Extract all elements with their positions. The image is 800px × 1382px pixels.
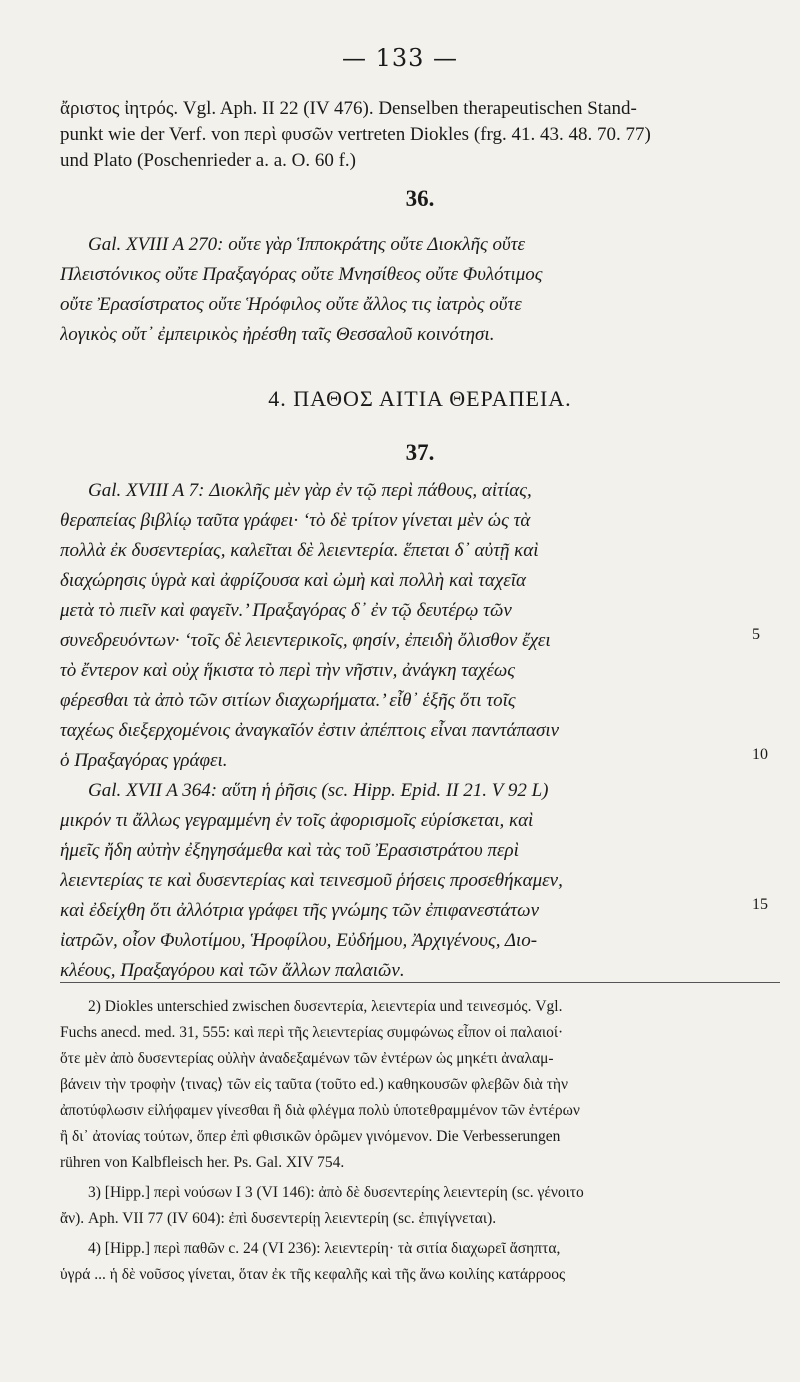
section-number: 37. [405,440,435,465]
section-heading: 4. ΠΑΘΟΣ ΑΙΤΙΑ ΘΕΡΑΠΕΙΑ. [268,386,572,411]
footnote-line: 4) [Hipp.] περὶ παθῶν c. 24 (VI 236): λειεντερίη· τὰ σιτία διαχωρεῖ ἄσηπτα, [88,1240,561,1257]
text-line: οὔτε Ἐρασίστρατος οὔτε Ἡρόφιλος οὔτε ἄλλος τις ἰατρὸς οὔτε [60,294,522,315]
text-line: punkt wie der Verf. von περὶ φυσῶν vertreten Diokles (frg. 41. 43. 48. 70. 77) [60,124,651,145]
text-line: ταχέως διεξερχομένοις ἀναγκαῖόν ἐστιν ἀπέπτοις εἶναι παντάπασιν [60,720,560,741]
footnote-line: 2) Diokles unterschied zwischen δυσεντερία, λειεντερία und τεινεσμός. Vgl. [88,998,563,1015]
text-line: Gal. XVIII A 270: οὔτε γὰρ Ἱπποκράτης οὔτε Διοκλῆς οὔτε [88,234,525,255]
text-line: μετὰ τὸ πιεῖν καὶ φαγεῖν.’ Πραξαγόρας δ᾽ ἐν τῷ δευτέρῳ τῶν [60,600,512,621]
text-line: ἰατρῶν, οἷον Φυλοτίμου, Ἡροφίλου, Εὐδήμου, Ἀρχιγένους, Διο- [60,930,538,951]
footnote-rule [60,982,780,983]
text-line: und Plato (Poschenrieder a. a. O. 60 f.) [60,150,357,171]
text-line: πολλὰ ἐκ δυσεντερίας, καλεῖται δὲ λειεντερία. ἕπεται δ᾽ αὐτῇ καὶ [60,540,539,561]
text-line: θεραπείας βιβλίῳ ταῦτα γράφει· ‘τὸ δὲ τρίτον γίνεται μὲν ὡς τὰ [60,510,531,531]
footnote-line: rühren von Kalbfleisch her. Ps. Gal. XIV 754. [60,1154,345,1171]
margin-line-number: 5 [752,626,760,643]
text-line: ὁ Πραξαγόρας γράφει. [60,750,228,771]
text-line: συνεδρευόντων· ‘τοῖς δὲ λειεντερικοῖς, φησίν, ἐπειδὴ ὄλισθον ἔχει [60,630,551,651]
margin-line-number: 15 [752,896,768,913]
footnote-line: βάνειν τὴν τροφὴν ⟨τινας⟩ τῶν εἰς ταῦτα (τοῦτο ed.) καθηκουσῶν φλεβῶν διὰ τὴν [60,1076,568,1093]
footnote-line: ἢ δι᾽ ἀτονίας τούτων, ὅπερ ἐπὶ φθισικῶν ὁρῶμεν γινόμενον. Die Verbesserungen [60,1128,561,1145]
text-line: λειεντερίας τε καὶ δυσεντερίας καὶ τεινεσμοῦ ῥήσεις προσεθήκαμεν, [60,870,563,891]
text-line: ἄριστος ἰητρός. Vgl. Aph. II 22 (IV 476). Denselben therapeutischen Stand- [60,98,637,119]
footnote-line: ἀποτύφλωσιν εἰλήφαμεν γίνεσθαι ἢ διὰ φλέγμα πολὺ ὑποτεθραμμένον τῶν ἐντέρων [60,1102,580,1119]
text-line: διαχώρησις ὑγρὰ καὶ ἀφρίζουσα καὶ ὠμὴ καὶ πολλὴ καὶ ταχεῖα [60,570,526,591]
text-line: Gal. XVII A 364: αὕτη ἡ ῥῆσις (sc. Hipp. Epid. II 21. V 92 L) [88,780,549,801]
page-number: — 133 — [341,44,459,72]
text-line: λογικὸς οὔτ᾽ ἐμπειρικὸς ἠρέσθη ταῖς Θεσσαλοῦ κοινότησι. [60,324,495,345]
section-number: 36. [405,186,435,211]
footnote-line: Fuchs anecd. med. 31, 555: καὶ περὶ τῆς λειεντερίας συμφώνως εἶπον οἱ παλαιοί· [60,1024,564,1041]
margin-line-number: 10 [752,746,768,763]
footnote-line: 3) [Hipp.] περὶ νούσων I 3 (VI 146): ἀπὸ δὲ δυσεντερίης λειεντερίη (sc. γένοιτο [88,1184,584,1201]
text-line: τὸ ἔντερον καὶ οὐχ ἥκιστα τὸ περὶ τὴν νῆστιν, ἀνάγκη ταχέως [60,660,515,681]
footnote-line: ὑγρά ... ἡ δὲ νοῦσος γίνεται, ὅταν ἐκ τῆς κεφαλῆς καὶ τῆς ἄνω κοιλίης κατάρροος [60,1266,566,1283]
text-line: καὶ ἐδείχθη ὅτι ἀλλότρια γράφει τῆς γνώμης τῶν ἐπιφανεστάτων [60,900,540,921]
footnote-line: ὅτε μὲν ἀπὸ δυσεντερίας οὐλὴν ἀναδεξαμένων τῶν ἐντέρων ὡς μηκέτι ἀναλαμ- [60,1050,554,1067]
text-line: φέρεσθαι τὰ ἀπὸ τῶν σιτίων διαχωρήματα.’ εἶθ᾽ ἑξῆς ὅτι τοῖς [60,690,516,711]
footnote-line: ἄν). Aph. VII 77 (IV 604): ἐπὶ δυσεντερίῃ λειεντερίη (sc. ἐπιγίγνεται). [60,1210,497,1227]
text-line: ἡμεῖς ἤδη αὐτὴν ἐξηγησάμεθα καὶ τὰς τοῦ Ἐρασιστράτου περὶ [60,840,519,861]
text-line: Gal. XVIII A 7: Διοκλῆς μὲν γὰρ ἐν τῷ περὶ πάθους, αἰτίας, [88,480,532,501]
text-line: μικρόν τι ἄλλως γεγραμμένη ἐν τοῖς ἀφορισμοῖς εὑρίσκεται, καὶ [60,810,534,831]
text-line: κλέους, Πραξαγόρου καὶ τῶν ἄλλων παλαιῶν. [60,960,405,981]
text-line: Πλειστόνικος οὔτε Πραξαγόρας οὔτε Μνησίθεος οὔτε Φυλότιμος [60,264,543,285]
